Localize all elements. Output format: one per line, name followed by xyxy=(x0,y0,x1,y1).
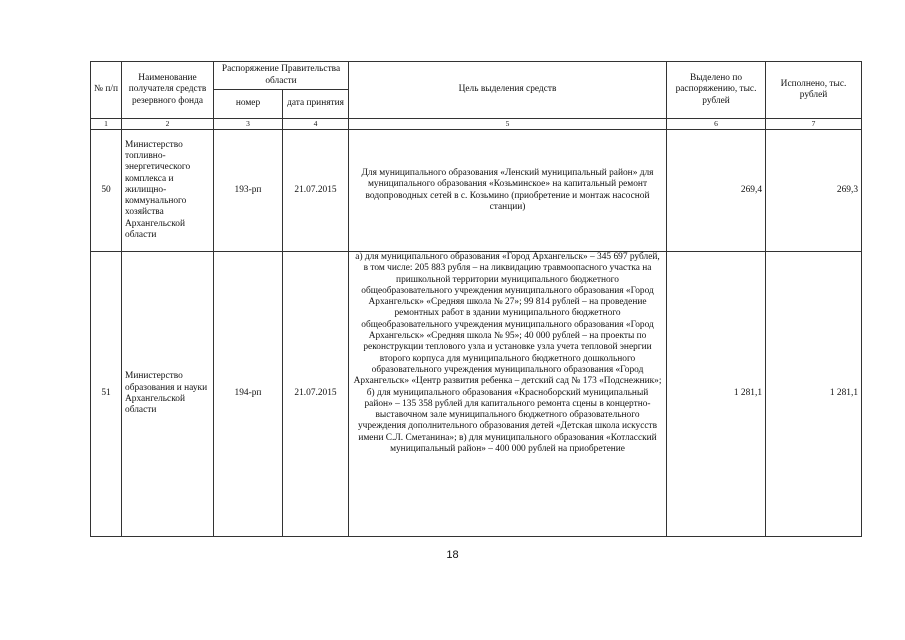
row-recipient: Министерство топливно-энергетического комплекса и жилищно-коммунального хозяйства Архангельской области xyxy=(122,130,214,252)
col-number: 4 xyxy=(283,119,349,130)
row-purpose: Для муниципального образования «Ленский муниципальный район» для муниципального образования «Козьминское» на капитальный ремонт водопроводных сетей в с. Козьмино (приобретение и монтаж насосной станции) xyxy=(349,130,667,252)
header-allocated: Выделено по распоряжению, тыс. рублей xyxy=(667,62,766,119)
row-order-number: 194-рп xyxy=(214,252,283,537)
row-order-date: 21.07.2015 xyxy=(283,130,349,252)
col-number: 7 xyxy=(766,119,862,130)
row-order-date: 21.07.2015 xyxy=(283,252,349,537)
row-executed: 269,3 xyxy=(766,130,862,252)
header-order-date: дата принятия xyxy=(283,90,349,119)
reserve-fund-table xyxy=(90,61,862,537)
col-number: 5 xyxy=(349,119,667,130)
header-purpose: Цель выделения средств xyxy=(349,62,667,119)
header-order: Распоряжение Правительства области xyxy=(214,62,349,90)
row-executed: 1 281,1 xyxy=(766,252,862,537)
col-number: 1 xyxy=(91,119,122,130)
header-num: № п/п xyxy=(91,62,122,119)
row-recipient: Министерство образования и науки Архангельской области xyxy=(122,252,214,537)
row-allocated: 1 281,1 xyxy=(667,252,766,537)
row-num: 51 xyxy=(91,252,122,537)
header-executed: Исполнено, тыс. рублей xyxy=(766,62,862,119)
page-number: 18 xyxy=(446,549,459,561)
column-numbers-row xyxy=(91,119,862,130)
col-number: 2 xyxy=(122,119,214,130)
header-recipient: Наименование получателя средств резервного фонда xyxy=(122,62,214,119)
row-num: 50 xyxy=(91,130,122,252)
header-row-1 xyxy=(91,62,862,90)
row-order-number: 193-рп xyxy=(214,130,283,252)
table-row xyxy=(91,252,862,537)
row-allocated: 269,4 xyxy=(667,130,766,252)
table-row xyxy=(91,130,862,252)
col-number: 3 xyxy=(214,119,283,130)
header-order-number: номер xyxy=(214,90,283,119)
row-purpose: а) для муниципального образования «Город Архангельск» – 345 697 рублей, в том числе: 205 883 рубля – на ликвидацию травмоопасного участка на пришкольной территории муниципального бюджетного общеобразовательного учреждения муниципального образования «Город Архангельск» «Средняя школа № 27»; 99 814 рублей – на проведение ремонтных работ в здании муниципального бюджетного общеобразовательного учреждения муниципального образования «Город Архангельск» «Средняя школа № 95»; 40 000 рублей – на проекты по реконструкции теплового узла и установке узла учета тепловой энергии второго корпуса для муниципального бюджетного дошкольного образовательного учреждения муниципального образования «Город Архангельск» «Центр развития ребенка – детский сад № 173 «Подснежник»; б) для муниципального образования «Красноборский муниципальный район» – 135 358 рублей для капитального ремонта сцены в концертно-выставочном зале муниципального бюджетного образовательного учреждения дополнительного образования детей «Детская школа искусств имени С.Л. Сметанина»; в) для муниципального образования «Котласский муниципальный район» – 400 000 рублей на приобретение xyxy=(349,252,667,537)
col-number: 6 xyxy=(667,119,766,130)
